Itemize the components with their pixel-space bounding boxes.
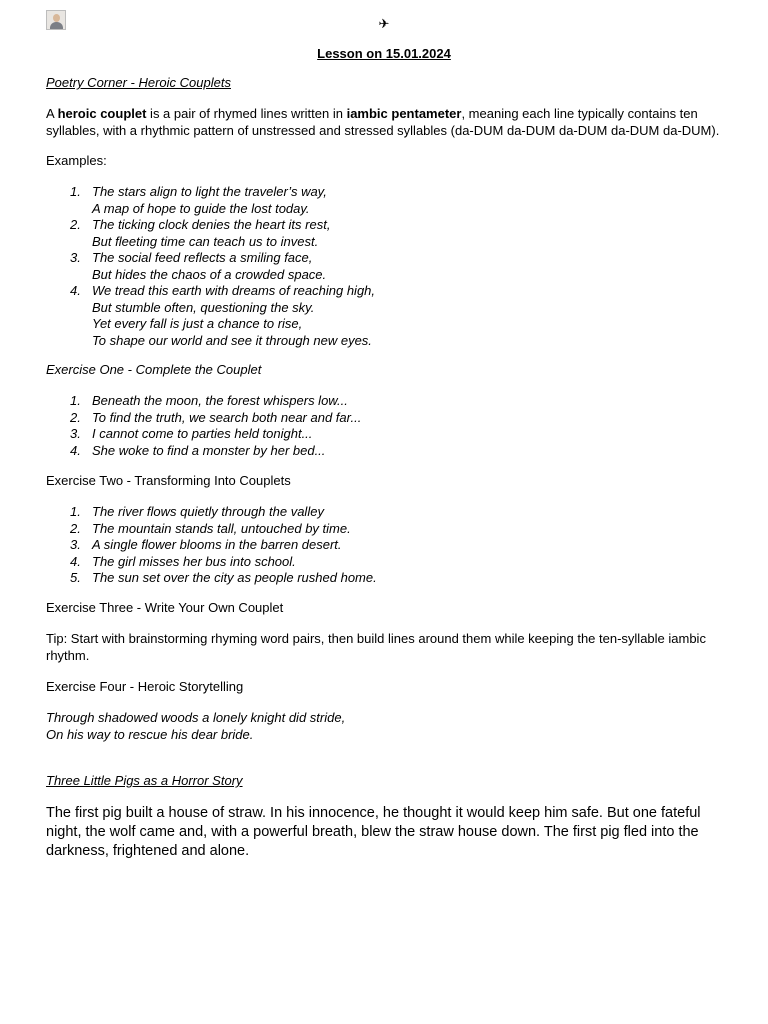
example-number: 3. [70, 250, 81, 265]
list-item [46, 426, 722, 443]
example-item [46, 283, 722, 349]
exercise-four-heading: Exercise Four - Heroic Storytelling [46, 679, 244, 694]
example-line: To shape our world and see it through new eyes. [92, 332, 372, 348]
list-item [46, 521, 722, 538]
intro-text-c: , meaning each line typically contains ten syllables, with a rhythmic pattern of unstressed and stressed syllables (da-DUM da-DUM da-DUM da-DUM da-DUM). [46, 106, 720, 138]
storytelling-couplet [46, 710, 722, 743]
story-paragraph: The first pig built a house of straw. In his innocence, he thought it would keep him safe. But one fateful night, the wolf came and, with a powerful breath, blew the straw house down. The first pig fled into the darkness, frightened and alone. [46, 805, 701, 859]
example-line: A map of hope to guide the lost today. [92, 200, 310, 216]
example-item [46, 184, 722, 217]
list-item [46, 504, 722, 521]
example-line: Yet every fall is just a chance to rise, [92, 316, 303, 331]
example-line: But fleeting time can teach us to invest. [92, 233, 319, 249]
example-number: 1. [70, 184, 81, 199]
example-item [46, 217, 722, 250]
example-line: The ticking clock denies the heart its rest, [92, 217, 331, 232]
list-item [46, 393, 722, 410]
item-number: 1. [70, 393, 81, 408]
exercise-two-list [46, 504, 722, 587]
item-number: 5. [70, 570, 81, 585]
item-text: She woke to find a monster by her bed... [92, 442, 326, 458]
intro-paragraph [46, 106, 722, 139]
item-number: 3. [70, 426, 81, 441]
item-number: 3. [70, 537, 81, 552]
list-item [46, 410, 722, 427]
lesson-title: Lesson on 15.01.2024 [317, 46, 451, 61]
tip-paragraph: Tip: Start with brainstorming rhyming word pairs, then build lines around them while keeping the ten-syllable iambic rhythm. [46, 631, 706, 663]
example-line: But stumble often, questioning the sky. [92, 299, 315, 315]
example-line: The stars align to light the traveler’s way, [92, 184, 327, 199]
exercise-three-heading: Exercise Three - Write Your Own Couplet [46, 600, 284, 615]
intro-text-b: is a pair of rhymed lines written in [146, 106, 347, 121]
item-number: 1. [70, 504, 81, 519]
example-number: 4. [70, 283, 81, 298]
examples-list [46, 184, 722, 349]
item-text: The girl misses her bus into school. [92, 553, 296, 569]
item-number: 4. [70, 553, 81, 569]
airplane-icon: ✈ [378, 17, 390, 32]
item-number: 4. [70, 442, 81, 458]
list-item [46, 443, 722, 460]
item-number: 2. [70, 409, 81, 425]
example-item [46, 250, 722, 283]
term-heroic-couplet: heroic couplet [57, 106, 147, 121]
example-line: But hides the chaos of a crowded space. [92, 266, 327, 282]
item-text: Beneath the moon, the forest whispers low... [92, 393, 348, 408]
exercise-two-heading: Exercise Two - Transforming Into Couplets [46, 473, 291, 488]
intro-text-a: A [46, 106, 58, 121]
item-text: The sun set over the city as people rushed home. [92, 570, 377, 585]
list-item [46, 537, 722, 554]
term-iambic-pentameter: iambic pentameter [346, 106, 462, 121]
item-text: I cannot come to parties held tonight... [92, 426, 313, 441]
couplet-line: Through shadowed woods a lonely knight did stride, [46, 710, 346, 725]
couplet-line: On his way to rescue his dear bride. [46, 726, 254, 742]
example-line: The social feed reflects a smiling face, [92, 250, 313, 265]
example-line: We tread this earth with dreams of reaching high, [92, 283, 376, 298]
example-number: 2. [70, 217, 81, 232]
item-number: 2. [70, 520, 81, 536]
exercise-one-heading: Exercise One - Complete the Couplet [46, 362, 262, 377]
list-item [46, 570, 722, 587]
item-text: To find the truth, we search both near and far... [92, 409, 362, 425]
item-text: A single flower blooms in the barren desert. [92, 537, 342, 552]
item-text: The mountain stands tall, untouched by time. [92, 520, 351, 536]
examples-label: Examples: [46, 153, 107, 168]
list-item [46, 554, 722, 571]
item-text: The river flows quietly through the valley [92, 504, 324, 519]
exercise-one-list [46, 393, 722, 459]
story-heading: Three Little Pigs as a Horror Story [46, 773, 243, 788]
poetry-corner-heading: Poetry Corner - Heroic Couplets [46, 75, 231, 90]
